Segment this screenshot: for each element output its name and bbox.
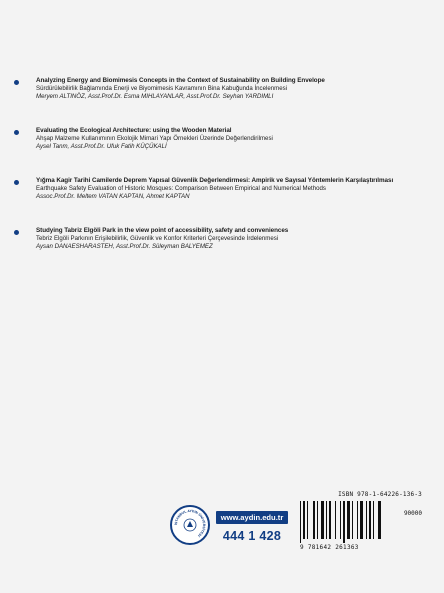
barcode-bar (317, 501, 318, 539)
barcode-bar (366, 501, 367, 539)
isbn-text: ISBN 978-1-64226-136-3 (338, 491, 422, 498)
article-entry (14, 227, 434, 251)
seal-ring-icon (172, 507, 208, 543)
article-title: Studying Tabriz Elgöli Park in the view point of accessibility, safety and conveniences (36, 227, 289, 234)
isbn-barcode (300, 491, 422, 551)
article-list (14, 77, 434, 277)
article-entry (14, 127, 434, 151)
article-title: Evaluating the Ecological Architecture: using the Wooden Material (36, 127, 232, 134)
price-code: 90000 (403, 510, 422, 517)
barcode-bar (303, 501, 305, 539)
article-title: Yığma Kagir Tarihi Camilerde Deprem Yapısal Güvenlik Değerlendirmesi: Ampirik ve Sayısal Yöntemlerin Karşılaştırılması (36, 177, 394, 184)
university-seal-logo (170, 505, 210, 545)
barcode-bar (357, 501, 358, 539)
seal-text: İSTANBUL AYDIN ÜNİVERSİTESİ (173, 508, 207, 538)
bullet-icon (14, 180, 19, 185)
article-authors: Aysan DANAESHARASTEH, Asst.Prof.Dr. Süleyman BALYEMEZ (36, 243, 213, 250)
barcode-bar (300, 501, 301, 543)
article-subtitle: Tebriz Elgöli Parkının Erişilebilirlik, Güvenlik ve Konfor Kriterleri Çerçevesinde İrdelenmesi (36, 235, 279, 242)
website-label: www.aydin.edu.tr (216, 511, 288, 524)
barcode-bar (307, 501, 308, 539)
barcode-bar (378, 501, 381, 539)
barcode-bar (352, 501, 353, 539)
barcode-bar (343, 501, 345, 543)
barcode-bar (369, 501, 371, 539)
bullet-icon (14, 230, 19, 235)
article-authors: Aysel Tanm, Asst.Prof.Dr. Ufuk Fatih KÜÇÜKALİ (36, 143, 167, 150)
article-entry (14, 77, 434, 101)
barcode-digits: 9 781642 261363 (300, 544, 359, 551)
article-authors: Meryem ALTINÖZ, Asst.Prof.Dr. Esma MIHLAYANLAR, Asst.Prof.Dr. Seyhan YARDIMLI (36, 93, 274, 100)
barcode-bars (300, 501, 422, 543)
barcode-bar (313, 501, 315, 539)
article-entry (14, 177, 434, 201)
article-subtitle: Sürdürülebilirlik Bağlamında Enerji ve Biyomimesis Kavramının Bina Kabuğunda İncelenmesi (36, 85, 287, 92)
barcode-bar (326, 501, 327, 539)
barcode-bar (335, 501, 336, 539)
article-authors: Assoc.Prof.Dr. Meltem VATAN KAPTAN, Ahmet KAPTAN (36, 193, 190, 200)
bullet-icon (14, 130, 19, 135)
barcode-bar (329, 501, 331, 539)
barcode-bar (373, 501, 374, 539)
barcode-bar (360, 501, 363, 539)
article-subtitle: Earthquake Safety Evaluation of Historic Mosques: Comparison Between Empirical and Numerical Methods (36, 185, 326, 192)
barcode-bar (340, 501, 341, 539)
article-title: Analyzing Energy and Biomimesis Concepts in the Context of Sustainability on Building Envelope (36, 77, 325, 84)
phone-number: 444 1 428 (222, 529, 282, 543)
barcode-bar (347, 501, 350, 539)
bullet-icon (14, 80, 19, 85)
article-subtitle: Ahşap Malzeme Kullanımının Ekolojik Mimari Yapı Örnekleri Üzerinde Değerlendirilmesi (36, 135, 273, 142)
barcode-bar (321, 501, 324, 539)
contact-block (216, 511, 288, 543)
